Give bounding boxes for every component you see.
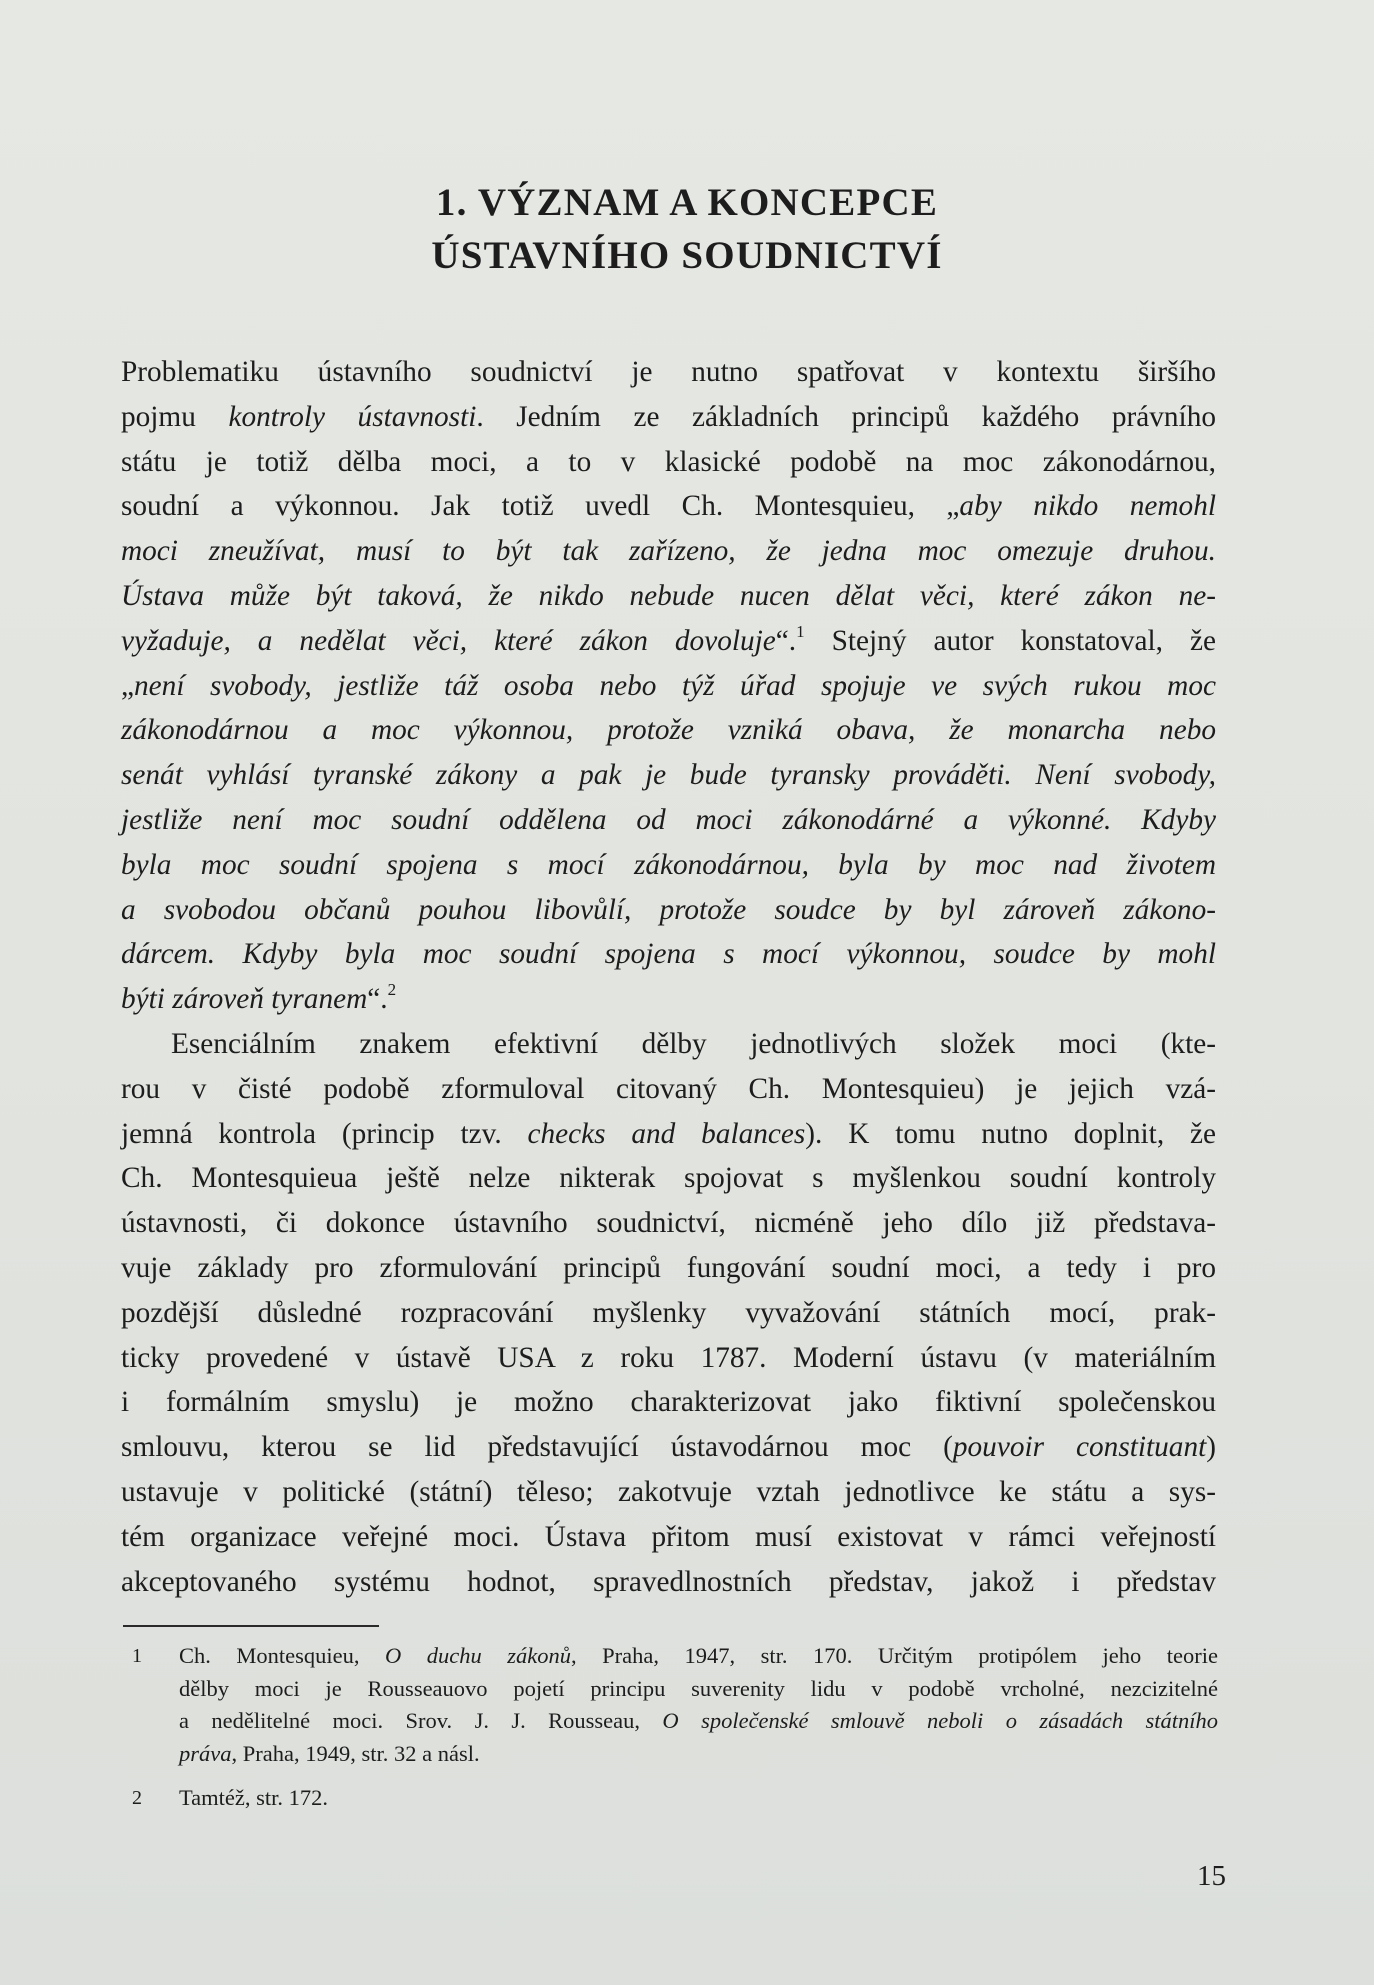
footnotes: [123, 1640, 1218, 1815]
quotation-text: vyžaduje, a nedělat věci, které zákon dovoluje: [121, 624, 776, 657]
text-run: ): [1206, 1431, 1216, 1464]
paragraph-2: [121, 1022, 1216, 1604]
text-line: vuje základy pro zformulování principů fungování soudní moci, a tedy i pro: [121, 1251, 1216, 1284]
quotation-line: zákonodárnou a moc výkonnou, protože vzniká obava, že monarcha nebo: [121, 714, 1216, 747]
footnote-ref-1[interactable]: 1: [796, 622, 805, 642]
text-run: . Jedním ze základních principů každého právního: [476, 400, 1216, 433]
text-run: “.: [775, 624, 797, 657]
text-line: [121, 484, 1216, 529]
paragraph-1: [121, 350, 1216, 1022]
cited-title: O duchu zákonů: [385, 1643, 571, 1668]
footnote-line: [179, 1705, 1218, 1738]
text-line: [121, 664, 1216, 709]
footnote-2: [123, 1782, 1218, 1815]
text-run: pojmu: [121, 400, 229, 433]
cited-title: O společenské smlouvě neboli o zásadách státního: [662, 1708, 1219, 1733]
quotation-line: moci zneužívat, musí to být tak zařízeno, že jedna moc omezuje druhou.: [121, 535, 1216, 568]
italic-term: kontroly ústavnosti: [228, 400, 477, 433]
text-line: [121, 395, 1216, 440]
text-line: akceptovaného systému hodnot, spravedlnostních představ, jakož i představ: [121, 1565, 1216, 1598]
quotation-line: a svobodou občanů pouhou libovůlí, protože soudce by byl zároveň zákono-: [121, 893, 1216, 926]
text-run: , Praha, 1947, str. 170. Určitým protipólem jeho teorie: [570, 1643, 1218, 1668]
footnote-number: 1: [132, 1645, 142, 1667]
text-line: [121, 977, 1216, 1022]
quotation-line: dárcem. Kdyby byla moc soudní spojena s mocí výkonnou, soudce by mohl: [121, 938, 1216, 971]
text-run: Stejný autor konstatoval, že: [804, 624, 1216, 657]
chapter-title-line-1: 1. VÝZNAM A KONCEPCE: [435, 181, 939, 224]
italic-term: pouvoir constituant: [952, 1431, 1207, 1464]
text-line: rou v čisté podobě zformuloval citovaný Ch. Montesquieu) je jejich vzá-: [121, 1072, 1216, 1105]
text-run: Ch. Montesquieu,: [179, 1643, 385, 1668]
text-line: státu je totiž dělba moci, a to v klasické podobě na moc zákonodárnou,: [121, 445, 1216, 478]
text-line: ústavnosti, či dokonce ústavního soudnictví, nicméně jeho dílo již představa-: [121, 1207, 1216, 1240]
text-run: ). K tomu nutno doplnit, že: [805, 1117, 1216, 1150]
chapter-title-line-2: ÚSTAVNÍHO SOUDNICTVÍ: [431, 234, 943, 277]
text-line: Problematiku ústavního soudnictví je nutno spatřovat v kontextu širšího: [121, 356, 1216, 388]
text-line: [121, 1112, 1216, 1157]
text-line: Ch. Montesquieua ještě nelze nikterak spojovat s myšlenkou soudní kontroly: [121, 1162, 1216, 1195]
body-text: [121, 350, 1216, 1604]
text-line: i formálním smyslu) je možno charakterizovat jako fiktivní společenskou: [121, 1386, 1216, 1419]
quotation-text: býti zároveň tyranem: [121, 983, 368, 1016]
footnote-line: [179, 1738, 1218, 1771]
text-run: „: [121, 669, 135, 702]
text-line: [121, 1425, 1216, 1470]
text-run: soudní a výkonnou. Jak totiž uvedl Ch. Montesquieu, „: [121, 490, 960, 523]
footnote-ref-2[interactable]: 2: [387, 980, 397, 1000]
footnote-1: [123, 1640, 1218, 1770]
quotation-text: není svobody, jestliže táž osoba nebo týž úřad spojuje ve svých rukou moc: [134, 669, 1216, 702]
page-number: 15: [1197, 1860, 1226, 1892]
footnote-line: [179, 1640, 1218, 1673]
text-line: pozdější důsledné rozpracování myšlenky vyvažování státních mocí, prak-: [121, 1296, 1216, 1329]
chapter-heading: [0, 176, 1374, 282]
text-run: a nedělitelné moci. Srov. J. J. Rousseau,: [179, 1708, 663, 1733]
cited-title: práva: [179, 1740, 232, 1766]
quotation-text: aby nikdo nemohl: [959, 490, 1216, 523]
footnote-separator: [123, 1625, 379, 1627]
text-run: smlouvu, kterou se lid představující ústavodárnou moc (: [121, 1431, 953, 1464]
text-run: jemná kontrola (princip tzv.: [121, 1117, 528, 1150]
text-line: tém organizace veřejné moci. Ústava přitom musí existovat v rámci veřejností: [121, 1520, 1216, 1553]
quotation-line: jestliže není moc soudní oddělena od moci zákonodárné a výkonné. Kdyby: [121, 803, 1216, 836]
text-line: ustavuje v politické (státní) těleso; zakotvuje vztah jednotlivce ke státu a sys-: [121, 1475, 1216, 1508]
quotation-line: senát vyhlásí tyranské zákony a pak je bude tyransky prováděti. Není svobody,: [121, 759, 1216, 792]
footnote-number: 2: [132, 1787, 142, 1809]
quotation-line: byla moc soudní spojena s mocí zákonodárnou, byla by moc nad životem: [121, 848, 1216, 881]
text-run: , Praha, 1949, str. 32 a násl.: [231, 1740, 480, 1766]
text-line: ticky provedené v ústavě USA z roku 1787. Moderní ústavu (v materiálním: [121, 1341, 1216, 1374]
quotation-line: Ústava může být taková, že nikdo nebude nucen dělat věci, které zákon ne-: [121, 579, 1216, 612]
footnote-line: Tamtéž, str. 172.: [179, 1785, 329, 1810]
text-line: [121, 619, 1216, 664]
footnote-line: dělby moci je Rousseauovo pojetí principu suverenity lidu v podobě vrcholné, nezcizitelné: [179, 1675, 1218, 1701]
italic-term: checks and balances: [527, 1117, 806, 1150]
text-line: Esenciálním znakem efektivní dělby jednotlivých složek moci (kte-: [171, 1027, 1216, 1060]
text-run: “.: [367, 983, 388, 1016]
